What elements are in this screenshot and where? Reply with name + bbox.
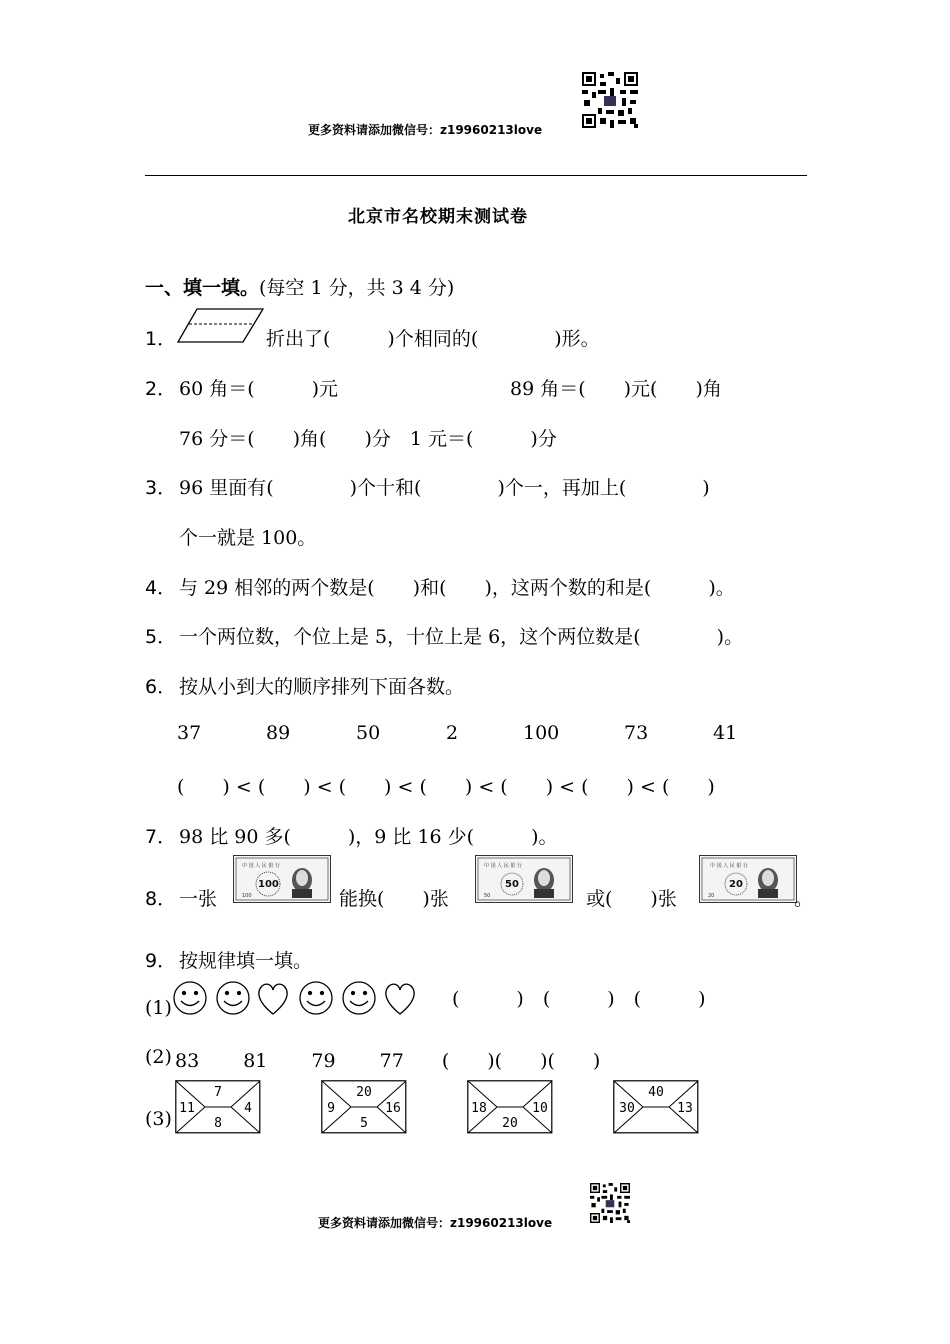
q2-part-b: 89 角＝( )元( )角: [510, 378, 722, 400]
q6-number-3: 50: [356, 722, 381, 744]
svg-text:18: 18: [471, 1101, 487, 1116]
banknote-50-icon: [475, 855, 573, 903]
q8-number: 8．: [145, 888, 177, 910]
svg-text:7: 7: [214, 1085, 222, 1100]
svg-text:16: 16: [385, 1101, 401, 1116]
q8-text-b: 能换( )张: [339, 888, 449, 910]
header-contact: 更多资料请添加微信号：z19960213love: [308, 123, 543, 137]
svg-text:中 国 人 民 银 行: 中 国 人 民 银 行: [242, 863, 280, 869]
q9-p1-label: (1): [145, 997, 172, 1019]
q1-number: 1．: [145, 328, 177, 350]
q7-number: 7．: [145, 826, 177, 848]
pattern-shapes: [172, 980, 418, 1016]
q3-line1: 96 里面有( )个十和( )个一，再加上( ): [179, 477, 710, 499]
smiley-icon: [300, 982, 332, 1014]
q9-p2-label: (2): [145, 1046, 172, 1068]
bill-value-50: 50: [505, 879, 519, 890]
banknote-20-icon: [699, 855, 797, 903]
q6-number-1: 37: [177, 722, 202, 744]
section-title: 一、填一填。: [145, 277, 260, 299]
q1-text: 折出了( )个相同的( )形。: [266, 328, 600, 350]
footer-contact: 更多资料请添加微信号：z19960213love: [318, 1216, 553, 1230]
parallelogram-figure: [177, 308, 265, 344]
svg-text:13: 13: [677, 1101, 693, 1116]
q2-number: 2．: [145, 378, 177, 400]
q6-text: 按从小到大的顺序排列下面各数。: [179, 676, 465, 698]
envelope-4: [613, 1080, 699, 1134]
q3-number: 3．: [145, 477, 177, 499]
section-note: (每空 1 分，共 3 4 分): [259, 277, 455, 299]
page-title: 北京市名校期末测试卷: [348, 207, 528, 227]
q9-number: 9．: [145, 950, 177, 972]
bill-value-20: 20: [729, 879, 743, 890]
svg-text:中 国 人 民 银 行: 中 国 人 民 银 行: [710, 863, 748, 869]
q8-text-a: 一张: [179, 888, 218, 910]
svg-text:40: 40: [648, 1085, 664, 1100]
svg-text:9: 9: [327, 1101, 335, 1116]
q9-p3-label: (3): [145, 1108, 172, 1130]
svg-text:11: 11: [179, 1101, 195, 1116]
qr-code-icon: [582, 72, 638, 128]
svg-text:中 国 人 民 银 行: 中 国 人 民 银 行: [484, 863, 522, 869]
q6-number: 6．: [145, 676, 177, 698]
smiley-icon: [343, 982, 375, 1014]
svg-text:50: 50: [484, 893, 491, 899]
smiley-icon: [217, 982, 249, 1014]
q6-number-4: 2: [446, 722, 459, 744]
q9-p1-blanks: ( ) ( ) ( ): [452, 988, 706, 1010]
q4-number: 4．: [145, 577, 177, 599]
svg-text:20: 20: [356, 1085, 372, 1100]
svg-text:20: 20: [502, 1116, 518, 1131]
header-rule: [145, 175, 807, 176]
q2-part-c: 76 分＝( )角( )分 1 元＝( )分: [179, 428, 557, 450]
svg-text:5: 5: [360, 1116, 368, 1131]
heart-icon: [386, 984, 414, 1014]
envelope-1: [175, 1080, 261, 1134]
envelope-3: [467, 1080, 553, 1134]
banknote-100-icon: [233, 855, 331, 903]
heart-icon: [259, 984, 287, 1014]
footer-qr-code-icon: [590, 1183, 630, 1223]
bill-value-100: 100: [258, 879, 279, 890]
q8-text-c: 或( )张: [586, 888, 677, 910]
svg-text:20: 20: [708, 893, 715, 899]
q6-number-7: 41: [713, 722, 738, 744]
svg-text:10: 10: [532, 1101, 548, 1116]
q5-text: 一个两位数，个位上是 5，十位上是 6，这个两位数是( )。: [179, 626, 744, 648]
svg-text:100: 100: [242, 893, 252, 899]
q6-number-6: 73: [624, 722, 649, 744]
q3-line2: 个一就是 100。: [179, 527, 317, 549]
envelope-2: [321, 1080, 407, 1134]
section-heading: [145, 273, 454, 300]
q6-number-5: 100: [523, 722, 560, 744]
q8-text-d: 。: [794, 888, 814, 910]
q9-p2-text: 83 81 79 77 ( )( )( ): [175, 1050, 601, 1072]
svg-text:30: 30: [619, 1101, 635, 1116]
q2-part-a: 60 角＝( )元: [179, 378, 339, 400]
svg-text:8: 8: [214, 1116, 222, 1131]
q6-number-2: 89: [266, 722, 291, 744]
smiley-icon: [174, 982, 206, 1014]
q5-number: 5．: [145, 626, 177, 648]
q4-text: 与 29 相邻的两个数是( )和( )，这两个数的和是( )。: [179, 577, 735, 599]
q9-text: 按规律填一填。: [179, 950, 313, 972]
svg-text:4: 4: [244, 1101, 252, 1116]
q7-text: 98 比 90 多( )，9 比 16 少( )。: [179, 826, 558, 848]
q6-order-blanks: ( ) < ( ) < ( ) < ( ) < ( ) < ( ) < ( ): [177, 776, 715, 798]
